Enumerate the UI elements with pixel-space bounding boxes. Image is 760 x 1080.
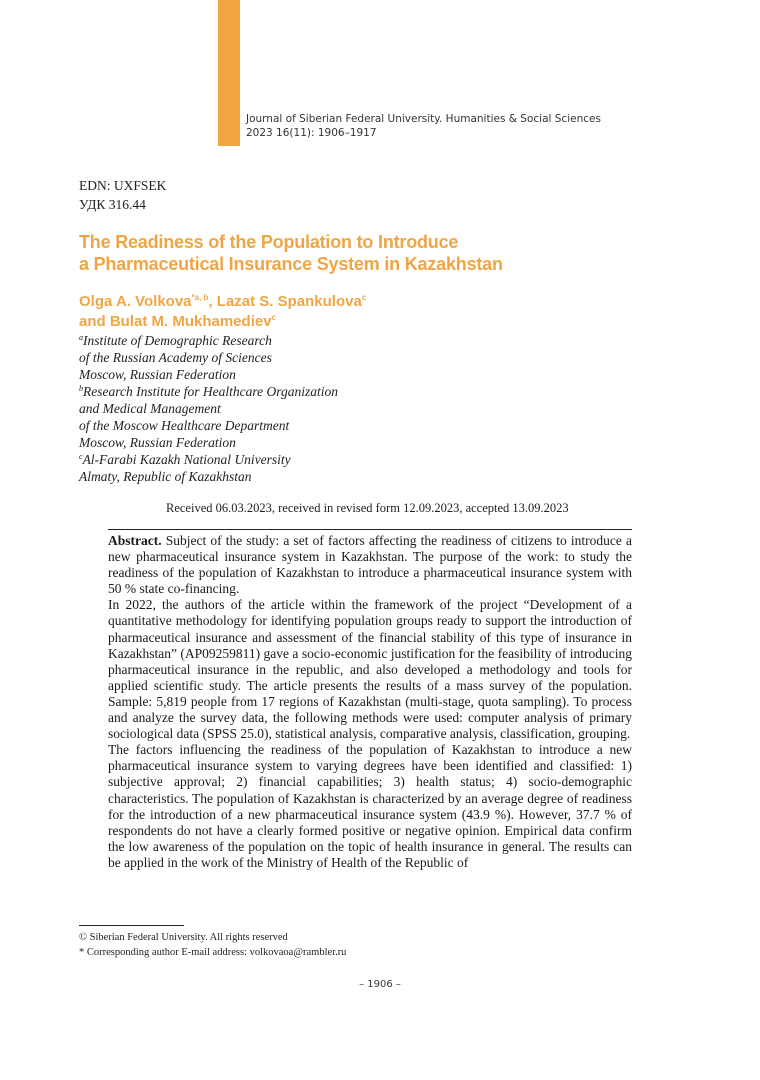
- footnotes: [79, 930, 346, 960]
- affiliation-mark: a: [79, 333, 83, 342]
- author-affiliation-mark: c: [361, 293, 367, 302]
- author-list: [79, 292, 639, 332]
- abstract-paragraph: In 2022, the authors of the article within the framework of the project “Development of a quantitative methodology for identifying population groups ready to support the introduction of pharmaceutical insurance and assessment of the financial stability of this type of insurance in Kazakhstan” (AP09259811) gave a socio-economic justification for the feasibility of introducing pharmaceutical insurance in the republic, and also developed a methodology and tools for applied scientific study. The article presents the results of a mass survey of the population. Sample: 5,819 people from 17 regions of Kazakhstan (multi-stage, quota sampling). To process and analyze the survey data, the following methods were used: computer analysis of primary sociological data (SPSS 25.0), statistical analysis, comparative analysis, classification, grouping.: [108, 597, 632, 742]
- abstract: [108, 533, 632, 871]
- author-line-2: [79, 312, 639, 332]
- author-affiliation-mark: c: [271, 313, 276, 322]
- affiliation-line: $^c$Al-Farabi Kazakh National University: [79, 452, 291, 467]
- udk-code: УДК 316.44: [79, 197, 146, 212]
- author-name: Lazat S. Spankulova: [216, 293, 362, 310]
- author-line-1: Olga A. Volkova$^{*a, b}$, Lazat S. Spankulova$^c$: [79, 293, 367, 310]
- article-identifiers: [79, 176, 166, 214]
- author-conjunction: and: [79, 313, 106, 330]
- journal-name: Journal of Siberian Federal University. Humanities & Social Sciences: [246, 113, 601, 125]
- journal-issue: 2023 16(11): 1906–1917: [246, 127, 377, 139]
- abstract-paragraph: The factors influencing the readiness of the population of Kazakhstan to introduce a new pharmaceutical insurance system to varying degrees have been identified and classified: 1) subjective approval; 2) financial capabilities; 3) health status; 4) socio-demographic characteristics. The population of Kazakhstan is characterized by an average degree of readiness for the introduction of a new pharmaceutical insurance system (43.9 %). However, 37.7 % of respondents do not have a clearly formed positive or negative opinion. Empirical data confirm the low awareness of the population on the topic of health insurance in general. The results can be applied in the work of the Ministry of Health of the Republic of: [108, 742, 632, 870]
- author-name: Bulat M. Mukhamediev: [109, 313, 272, 330]
- affiliation-line: Almaty, Republic of Kazakhstan: [79, 469, 252, 484]
- article-title: [79, 231, 639, 275]
- author-name: Olga A. Volkova: [79, 293, 192, 310]
- affiliation-line: Moscow, Russian Federation: [79, 435, 236, 450]
- affiliation-line: $^a$Institute of Demographic Research: [79, 333, 272, 348]
- affiliation-line: of the Moscow Healthcare Department: [79, 418, 290, 433]
- journal-accent-bar: [218, 0, 240, 146]
- edn-code: EDN: UXFSEK: [79, 178, 167, 193]
- author-affiliation-mark: *a, b: [191, 293, 209, 302]
- affiliation-line: Moscow, Russian Federation: [79, 367, 236, 382]
- abstract-paragraph: Abstract. Subject of the study: a set of factors affecting the readiness of citizens to introduce a new pharmaceutical insurance system in Kazakhstan. The purpose of the work: to study the readiness of the population of Kazakhstan to introduce a pharmaceutical insurance system with 50 % state co-financing.: [108, 533, 632, 597]
- page-number: – 1906 –: [359, 979, 401, 990]
- title-line-1: The Readiness of the Population to Introduce: [79, 232, 459, 252]
- abstract-divider: [108, 529, 632, 530]
- affiliation-mark: c: [79, 452, 83, 461]
- received-dates: Received 06.03.2023, received in revised form 12.09.2023, accepted 13.09.2023: [166, 501, 569, 515]
- affiliation-line: of the Russian Academy of Sciences: [79, 350, 272, 365]
- affiliations: [79, 332, 338, 485]
- footnote-divider: [79, 925, 184, 926]
- copyright-note: © Siberian Federal University. All rights reserved: [79, 932, 288, 943]
- title-line-2: a Pharmaceutical Insurance System in Kazakhstan: [79, 254, 503, 274]
- abstract-label: Abstract.: [108, 533, 162, 548]
- affiliation-mark: b: [79, 384, 83, 393]
- affiliation-line: $^b$Research Institute for Healthcare Organization: [79, 384, 338, 399]
- journal-header: [246, 112, 601, 140]
- corresponding-author-note: * Corresponding author E-mail address: volkovaoa@rambler.ru: [79, 947, 347, 958]
- affiliation-line: and Medical Management: [79, 401, 221, 416]
